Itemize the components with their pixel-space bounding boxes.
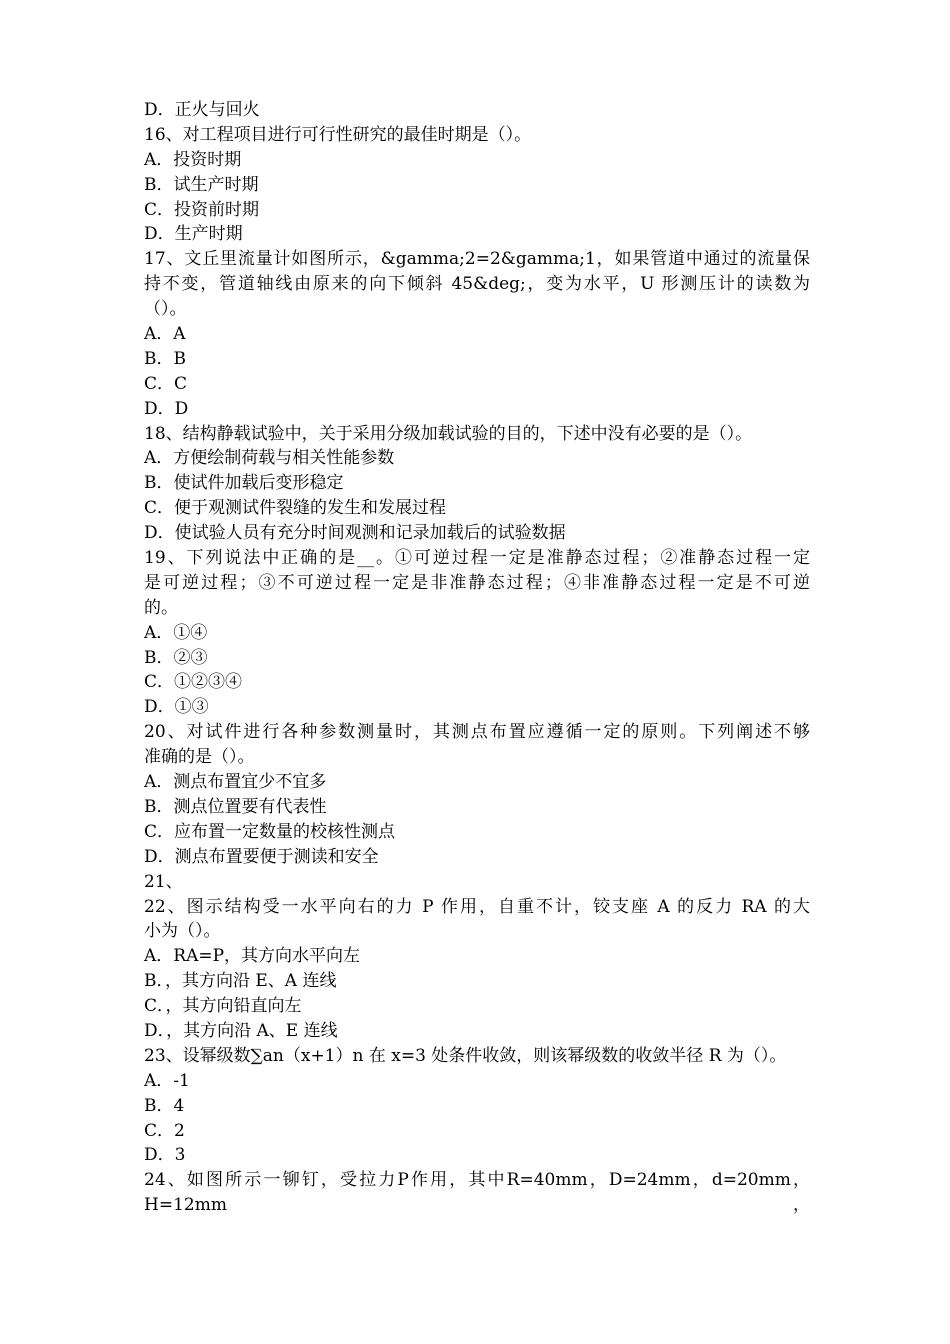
text-line: D．3	[144, 1145, 186, 1166]
text-line: 17、文丘里流量计如图所示，&gamma;2=2&gamma;1，如果管道中通过的流量保	[144, 249, 810, 270]
text-line: 19、下列说法中正确的是__。①可逆过程一定是准静态过程；②准静态过程一定	[144, 548, 810, 569]
text-line: B．试生产时期	[144, 174, 259, 195]
text-line: A．A	[144, 324, 186, 345]
text-line: B．，其方向沿 E、A 连线	[144, 971, 337, 992]
text-line: A．RA=P，其方向水平向左	[144, 946, 361, 967]
text-line: 小为（）。	[144, 921, 221, 942]
text-line: A．①④	[144, 622, 208, 643]
text-line: D．生产时期	[144, 224, 243, 245]
text-line: 是可逆过程；③不可逆过程一定是非准静态过程；④非准静态过程一定是不可逆	[144, 572, 810, 593]
text-line: 准确的是（）。	[144, 747, 255, 768]
text-line: B．测点位置要有代表性	[144, 796, 327, 817]
text-line: C．应布置一定数量的校核性测点	[144, 821, 396, 842]
text-line: D．①③	[144, 697, 209, 718]
text-line: 24、如图所示一铆钉，受拉力P作用，其中R=40mm，D=24mm，d=20mm，H=12mm，	[144, 1170, 810, 1216]
text-line: （）。	[144, 299, 187, 320]
text-line: A．方便绘制荷载与相关性能参数	[144, 448, 395, 469]
text-line: A．投资时期	[144, 149, 242, 170]
text-line: 16、对工程项目进行可行性研究的最佳时期是（）。	[144, 124, 532, 145]
text-line: D．测点布置要便于测读和安全	[144, 846, 379, 867]
text-line: C．投资前时期	[144, 199, 260, 220]
text-line: B．②③	[144, 647, 208, 668]
text-line: B．使试件加载后变形稳定	[144, 473, 344, 494]
text-line: 的。	[144, 597, 178, 618]
text-line: B．4	[144, 1095, 185, 1116]
text-line: C．C	[144, 373, 188, 394]
text-line: C．，其方向铅直向左	[144, 996, 302, 1017]
text-line: A．-1	[144, 1070, 190, 1091]
text-line: 18、结构静载试验中，关于采用分级加载试验的目的，下述中没有必要的是（）。	[144, 423, 753, 444]
text-line: D．正火与回火	[144, 100, 260, 120]
text-line: A．测点布置宜少不宜多	[144, 772, 327, 793]
text-line: 20、对试件进行各种参数测量时，其测点布置应遵循一定的原则。下列阐述不够	[144, 722, 810, 743]
text-line: D．使试验人员有充分时间观测和记录加载后的试验数据	[144, 523, 566, 544]
text-line: 21、	[144, 871, 183, 892]
text-line: D．，其方向沿 A、E 连线	[144, 1020, 338, 1041]
document-page	[144, 98, 810, 1216]
text-line: B．B	[144, 348, 186, 369]
text-line: D．D	[144, 398, 189, 419]
text-line: C．2	[144, 1120, 185, 1141]
text-line: C．①②③④	[144, 672, 243, 693]
text-line: 22、图示结构受一水平向右的力 P 作用，自重不计，铰支座 A 的反力 RA 的大	[144, 896, 810, 917]
text-line: 23、设幂级数∑an（x+1）n 在 x=3 处条件收敛，则该幂级数的收敛半径 R 为（）。	[144, 1045, 787, 1066]
text-line: C．便于观测试件裂缝的发生和发展过程	[144, 498, 447, 519]
text-line: 持不变，管道轴线由原来的向下倾斜 45&deg;，变为水平，U 形测压计的读数为	[144, 274, 810, 295]
